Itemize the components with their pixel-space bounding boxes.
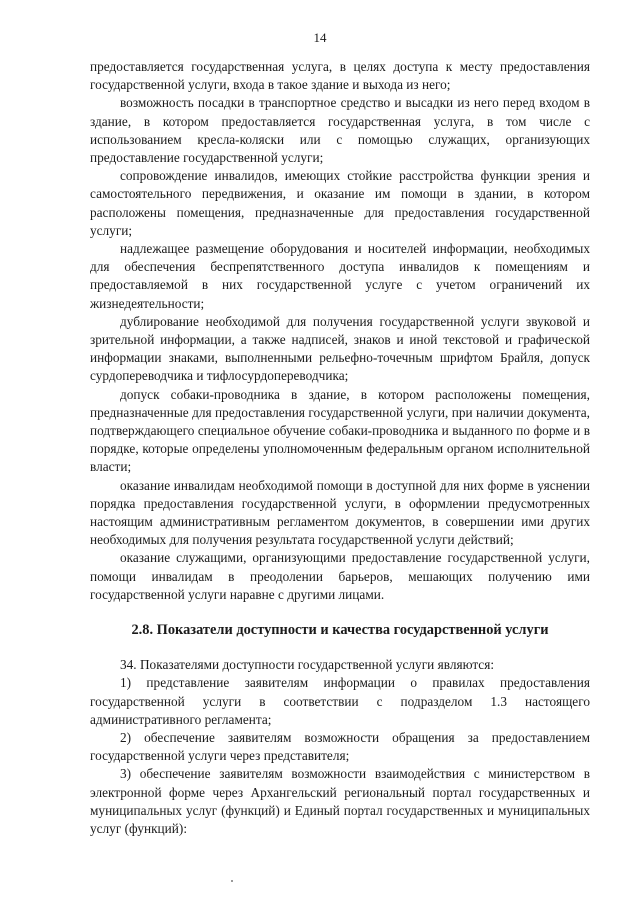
paragraph: сопровождение инвалидов, имеющих стойкие расстройства функции зрения и самостоятельного передвижения, и оказание им помощи в здании, в котором расположены помещения, предназначенные для предоставления государственной услуги; (90, 168, 590, 238)
paragraph: допуск собаки-проводника в здание, в котором расположены помещения, предназначенные для предоставления государственной услуги, при наличии документа, подтверждающего специальное обучение собаки-проводника и выданного по форме и в порядке, которые определены уполномоченным федеральным органом исполнительной власти; (90, 386, 590, 475)
paragraphs-after-section (90, 656, 590, 838)
document-body (90, 58, 590, 838)
paragraph: 34. Показателями доступности государственной услуги являются: (120, 657, 495, 673)
paragraph: 1) представление заявителям информации о правилах предоставления государственной услуги в соответствии с подразделом 1.3 настоящего административного регламента; (90, 675, 590, 727)
paragraph: предоставляется государственная услуга, в целях доступа к месту предоставления государственной услуги, входа в такое здание и выхода из него; (90, 59, 590, 93)
paragraph: дублирование необходимой для получения государственной услуги звуковой и зрительной информации, а также надписей, знаков и иной текстовой и графической информации знаками, выполненными рельефно-точечным шрифтом Брайля, допуск сурдопереводчика и тифлосурдопереводчика; (90, 313, 590, 384)
scan-speck (231, 880, 233, 882)
paragraph: 2) обеспечение заявителям возможности обращения за предоставлением государственной услуги через представителя; (90, 729, 590, 764)
paragraph: возможность посадки в транспортное средство и высадки из него перед входом в здание, в котором предоставляется государственная услуга, в том числе с использованием кресла-коляски или с помощью служащих, организующих предоставление государственной услуги; (90, 95, 590, 166)
paragraphs-before-section (90, 58, 590, 604)
section-heading: 2.8. Показатели доступности и качества государственной услуги (131, 622, 549, 639)
paragraph: надлежащее размещение оборудования и носителей информации, необходимых для обеспечения беспрепятственного доступа инвалидов к помещениям и предоставляемой в них государственной услуге с учетом ограничений их жизнедеятельности; (90, 241, 590, 311)
paragraph: оказание служащими, организующими предоставление государственной услуги, помощи инвалидам в преодолении барьеров, мешающих получению ими государственной услуги наравне с другими лицами. (90, 550, 590, 602)
page-number: 14 (313, 30, 327, 45)
paragraph: 3) обеспечение заявителям возможности взаимодействия с министерством в электронной форме через Архангельский региональный портал государственных и муниципальных услуг (функций) и Единый портал государственных и муниципальных услуг (функций): (90, 766, 590, 836)
paragraph: оказание инвалидам необходимой помощи в доступной для них форме в уяснении порядка предоставления государственной услуги, в оформлении предусмотренных настоящим административным регламентом документов, в совершении ими других необходимых для получения результата государственной услуги действий; (90, 477, 590, 548)
